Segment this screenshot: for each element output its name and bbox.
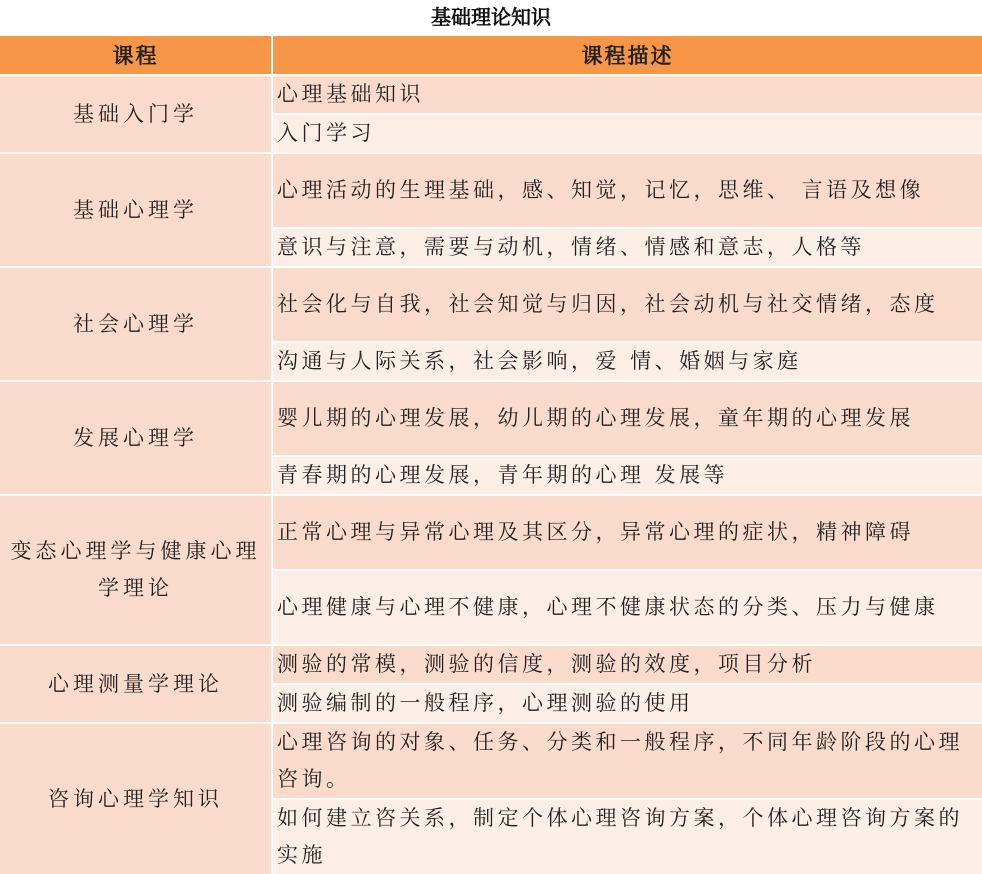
header-course: 课程 bbox=[0, 36, 272, 75]
course-description: 沟通与人际关系，社会影响，爱 情、婚姻与家庭 bbox=[272, 342, 982, 381]
course-description: 意识与注意，需要与动机，情绪、情感和意志，人格等 bbox=[272, 228, 982, 267]
course-name: 基础入门学 bbox=[0, 75, 272, 153]
table-header-row bbox=[0, 36, 982, 75]
table-row bbox=[0, 495, 982, 570]
course-table bbox=[0, 36, 982, 874]
table-row bbox=[0, 645, 982, 684]
table-row bbox=[0, 75, 982, 114]
course-description: 正常心理与异常心理及其区分，异常心理的症状，精神障碍 bbox=[272, 495, 982, 570]
table-row bbox=[0, 381, 982, 456]
table-row bbox=[0, 267, 982, 342]
course-name: 社会心理学 bbox=[0, 267, 272, 381]
table-row bbox=[0, 153, 982, 228]
course-description: 心理健康与心理不健康，心理不健康状态的分类、压力与健康 bbox=[272, 570, 982, 645]
document-title: 基础理论知识 bbox=[431, 5, 551, 29]
course-description: 心理活动的生理基础，感、知觉，记忆，思维、 言语及想像 bbox=[272, 153, 982, 228]
course-name: 变态心理学与健康心理学理论 bbox=[0, 495, 272, 645]
course-name: 咨询心理学知识 bbox=[0, 723, 272, 874]
course-description: 婴儿期的心理发展，幼儿期的心理发展，童年期的心理发展 bbox=[272, 381, 982, 456]
course-name: 基础心理学 bbox=[0, 153, 272, 267]
header-description: 课程描述 bbox=[272, 36, 982, 75]
course-description: 心理咨询的对象、任务、分类和一般程序，不同年龄阶段的心理咨询。 bbox=[272, 723, 982, 799]
course-description: 如何建立咨关系，制定个体心理咨询方案，个体心理咨询方案的实施 bbox=[272, 799, 982, 874]
course-description: 测验的常模，测验的信度，测验的效度，项目分析 bbox=[272, 645, 982, 684]
course-description: 社会化与自我，社会知觉与归因，社会动机与社交情绪，态度 bbox=[272, 267, 982, 342]
table-row bbox=[0, 723, 982, 799]
course-description: 青春期的心理发展，青年期的心理 发展等 bbox=[272, 456, 982, 495]
course-name: 心理测量学理论 bbox=[0, 645, 272, 723]
course-description: 入门学习 bbox=[272, 114, 982, 153]
course-description: 心理基础知识 bbox=[272, 75, 982, 114]
course-description: 测验编制的一般程序，心理测验的使用 bbox=[272, 684, 982, 723]
course-name: 发展心理学 bbox=[0, 381, 272, 495]
